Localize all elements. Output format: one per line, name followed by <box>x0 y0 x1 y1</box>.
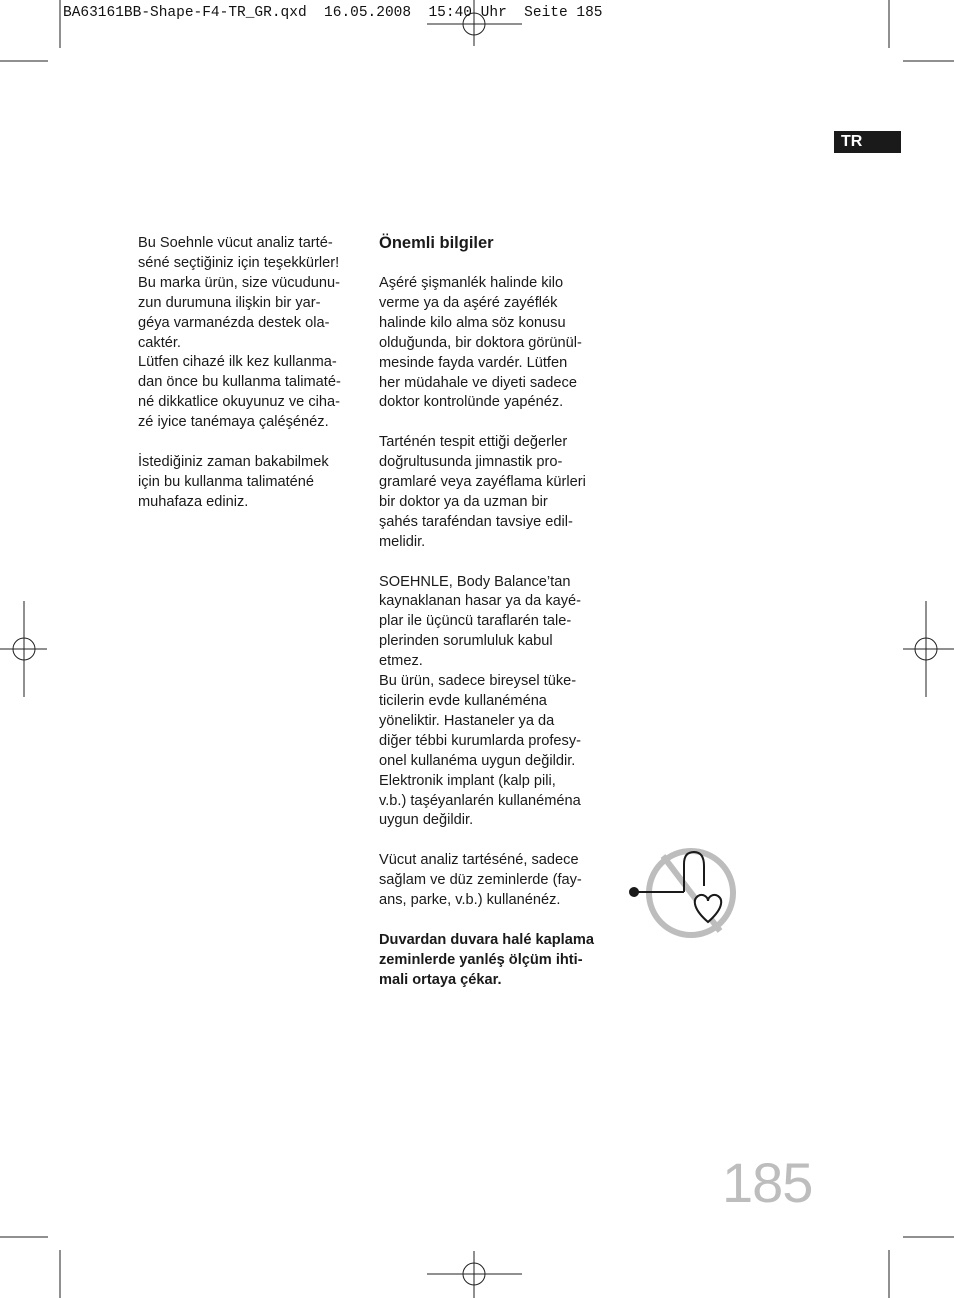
text-line: dan önce bu kullanma talimaté- <box>138 374 341 391</box>
text-line: ticilerin evde kullanéména <box>379 693 547 709</box>
text-line: verme ya da aşéré zayéflék <box>379 294 558 311</box>
text-line: şahés taraféndan tavsiye edil- <box>379 513 573 530</box>
text-line: doğrultusunda jimnastik pro- <box>379 454 563 471</box>
text-line: onel kullanéma uygun değildir. <box>379 752 576 769</box>
info-paragraphs <box>379 274 594 931</box>
text-line: Lütfen cihazé ilk kez kullanma- <box>138 354 337 371</box>
text-line: Bu Soehnle vücut analiz tarté- <box>138 235 333 251</box>
text-line: caktér. <box>138 334 181 351</box>
carpet-warning <box>379 931 594 991</box>
text-line: halinde kilo alma söz konusu <box>379 314 566 331</box>
text-line: Aşéré şişmanlék halinde kilo <box>379 275 564 291</box>
text-line: kaynaklanan hasar ya da kayé- <box>379 593 582 610</box>
paragraph-gap <box>138 433 341 453</box>
text-line: için bu kullanma talimaténé <box>138 473 315 490</box>
print-slug: BA63161BB-Shape-F4-TR_GR.qxd 16.05.2008 15:40 Uhr Seite 185 <box>63 5 603 21</box>
language-tab: TR <box>834 131 901 153</box>
text-line: mesinde fayda vardér. Lütfen <box>379 354 568 371</box>
paragraph-gap <box>379 413 594 433</box>
text-line: uygun değildir. <box>379 812 474 829</box>
text-line: SOEHNLE, Body Balance’tan <box>379 573 571 590</box>
warning-line: mali ortaya çékar. <box>379 971 502 988</box>
paragraph-gap <box>379 911 594 931</box>
text-line: diğer tébbi kurumlarda profesy- <box>379 732 581 749</box>
warning-line: Duvardan duvara halé kaplama <box>379 931 594 948</box>
no-pacemaker-icon <box>624 844 742 944</box>
text-line: gramlaré veya zayéflama kürleri <box>379 474 586 491</box>
text-line: plar ile üçüncü taraflarén tale- <box>379 613 572 630</box>
text-line: bir doktor ya da uzman bir <box>379 493 548 510</box>
paragraph-gap <box>379 831 594 851</box>
text-line: zé iyice tanémaya çaléşénéz. <box>138 414 329 431</box>
text-line: né dikkatlice okuyunuz ve ciha- <box>138 394 340 411</box>
text-line: Bu marka ürün, size vücudunu- <box>138 274 340 291</box>
text-line: plerinden sorumluluk kabul <box>379 633 553 650</box>
text-line: yöneliktir. Hastaneler ya da <box>379 712 555 729</box>
text-line: muhafaza ediniz. <box>138 493 249 510</box>
text-line: zun durumuna ilişkin bir yar- <box>138 294 321 311</box>
text-line: géya varmanézda destek ola- <box>138 314 330 331</box>
text-line: v.b.) taşéyanlarén kullanéména <box>379 792 581 809</box>
section-heading: Önemli bilgiler <box>379 234 494 252</box>
text-line: etmez. <box>379 653 423 670</box>
paragraph-gap <box>379 553 594 573</box>
text-line: olduğunda, bir doktora görünül- <box>379 334 582 351</box>
text-line: ans, parke, v.b.) kullanénéz. <box>379 892 561 909</box>
text-line: séné seçtiğiniz için teşekkürler! <box>138 254 340 271</box>
text-line: Elektronik implant (kalp pili, <box>379 772 556 789</box>
page-number: 185 <box>722 1151 813 1214</box>
important-info-column <box>379 233 594 991</box>
text-line: melidir. <box>379 533 426 550</box>
intro-column <box>138 234 341 513</box>
text-line: Bu ürün, sadece bireysel tüke- <box>379 673 577 690</box>
text-line: İstediğiniz zaman bakabilmek <box>138 453 329 470</box>
text-line: her müdahale ve diyeti sadece <box>379 374 577 391</box>
text-line: sağlam ve düz zeminlerde (fay- <box>379 872 582 889</box>
warning-line: zeminlerde yanléş ölçüm ihti- <box>379 951 583 968</box>
text-line: doktor kontrolünde yapénéz. <box>379 394 564 411</box>
text-line: Vücut analiz tartéséné, sadece <box>379 852 579 869</box>
text-line: Tarténén tespit ettiği değerler <box>379 434 568 451</box>
